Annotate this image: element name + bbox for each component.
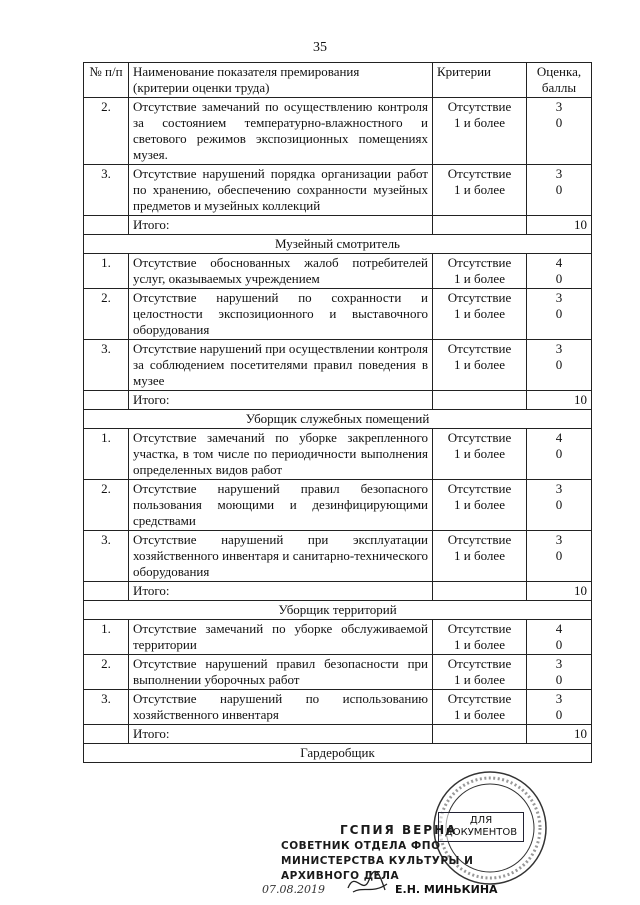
criteria-absence: Отсутствие bbox=[447, 656, 512, 671]
table-row bbox=[84, 655, 592, 690]
criteria-absence: Отсутствие bbox=[447, 166, 512, 181]
criteria-absence: Отсутствие bbox=[447, 532, 512, 547]
table-row bbox=[84, 254, 592, 289]
section-row bbox=[84, 601, 592, 620]
row-criteria bbox=[433, 165, 527, 216]
table-header-row bbox=[84, 63, 592, 98]
score-max: 4 bbox=[555, 430, 563, 445]
section-title: Музейный смотритель bbox=[84, 235, 592, 254]
score-max: 3 bbox=[555, 341, 563, 356]
row-criteria bbox=[433, 620, 527, 655]
row-score bbox=[527, 289, 592, 340]
score-max: 4 bbox=[555, 621, 563, 636]
row-criteria bbox=[433, 690, 527, 725]
table-body bbox=[84, 98, 592, 763]
row-score bbox=[527, 254, 592, 289]
page-number: 35 bbox=[313, 40, 327, 55]
row-number: 1. bbox=[84, 620, 129, 655]
criteria-one-or-more: 1 и более bbox=[454, 548, 505, 563]
criteria-one-or-more: 1 и более bbox=[454, 446, 505, 461]
row-number: 3. bbox=[84, 165, 129, 216]
section-row bbox=[84, 410, 592, 429]
score-min: 0 bbox=[555, 548, 563, 563]
score-min: 0 bbox=[555, 637, 563, 652]
criteria-absence: Отсутствие bbox=[447, 430, 512, 445]
total-empty-cell bbox=[433, 216, 527, 235]
row-indicator: Отсутствие нарушений по сохранности и целостности экспозиционного и выставочного оборудования bbox=[129, 289, 433, 340]
row-indicator: Отсутствие нарушений правил безопасного пользования моющими и дезинфицирующими средствами bbox=[129, 480, 433, 531]
total-label: Итого: bbox=[129, 216, 433, 235]
row-indicator: Отсутствие замечаний по уборке закрепленного участка, в том числе по периодичности выполнения определенных видов работ bbox=[129, 429, 433, 480]
row-criteria bbox=[433, 480, 527, 531]
score-max: 3 bbox=[555, 656, 563, 671]
table-row bbox=[84, 98, 592, 165]
section-title: Гардеробщик bbox=[84, 744, 592, 763]
score-min: 0 bbox=[555, 446, 563, 461]
criteria-absence: Отсутствие bbox=[447, 290, 512, 305]
row-indicator: Отсутствие нарушений правил безопасности при выполнении уборочных работ bbox=[129, 655, 433, 690]
row-score bbox=[527, 165, 592, 216]
certification-title: ГСПИЯ ВЕРНА bbox=[340, 823, 458, 837]
section-title: Уборщик служебных помещений bbox=[84, 410, 592, 429]
score-max: 3 bbox=[555, 99, 563, 114]
score-min: 0 bbox=[555, 707, 563, 722]
total-row bbox=[84, 391, 592, 410]
score-min: 0 bbox=[555, 115, 563, 130]
row-number: 1. bbox=[84, 254, 129, 289]
row-indicator: Отсутствие обоснованных жалоб потребителей услуг, оказываемых учреждением bbox=[129, 254, 433, 289]
row-score bbox=[527, 98, 592, 165]
row-number: 2. bbox=[84, 289, 129, 340]
row-number: 2. bbox=[84, 480, 129, 531]
stamp-box: ДЛЯ ДОКУМЕНТОВ bbox=[438, 812, 524, 842]
signatory-name: Е.Н. МИНЬКИНА bbox=[395, 883, 498, 896]
certification-line3: АРХИВНОГО ДЕЛА bbox=[281, 870, 400, 882]
total-label: Итого: bbox=[129, 582, 433, 601]
criteria-absence: Отсутствие bbox=[447, 99, 512, 114]
table-row bbox=[84, 531, 592, 582]
total-empty-cell bbox=[433, 582, 527, 601]
criteria-absence: Отсутствие bbox=[447, 341, 512, 356]
criteria-one-or-more: 1 и более bbox=[454, 672, 505, 687]
total-value: 10 bbox=[527, 216, 592, 235]
row-criteria bbox=[433, 289, 527, 340]
criteria-one-or-more: 1 и более bbox=[454, 182, 505, 197]
row-number: 2. bbox=[84, 655, 129, 690]
row-score bbox=[527, 655, 592, 690]
row-criteria bbox=[433, 254, 527, 289]
score-min: 0 bbox=[555, 497, 563, 512]
score-max: 3 bbox=[555, 166, 563, 181]
row-criteria bbox=[433, 429, 527, 480]
row-number: 3. bbox=[84, 340, 129, 391]
row-criteria bbox=[433, 340, 527, 391]
criteria-table bbox=[83, 62, 592, 763]
row-number: 2. bbox=[84, 98, 129, 165]
total-value: 10 bbox=[527, 391, 592, 410]
row-number: 3. bbox=[84, 690, 129, 725]
total-empty-cell bbox=[84, 391, 129, 410]
signature-icon bbox=[345, 868, 390, 898]
score-max: 3 bbox=[555, 290, 563, 305]
criteria-one-or-more: 1 и более bbox=[454, 306, 505, 321]
row-score bbox=[527, 531, 592, 582]
header-name-line1: Наименование показателя премирования bbox=[133, 64, 360, 79]
criteria-one-or-more: 1 и более bbox=[454, 497, 505, 512]
score-min: 0 bbox=[555, 672, 563, 687]
header-score: Оценка, баллы bbox=[527, 63, 592, 98]
row-indicator: Отсутствие замечаний по осуществлению контроля за состоянием температурно-влажностного и светового режимов экспозиционных помещениях музея. bbox=[129, 98, 433, 165]
criteria-one-or-more: 1 и более bbox=[454, 271, 505, 286]
row-score bbox=[527, 429, 592, 480]
total-value: 10 bbox=[527, 725, 592, 744]
total-row bbox=[84, 216, 592, 235]
row-criteria bbox=[433, 98, 527, 165]
total-empty-cell bbox=[84, 216, 129, 235]
score-max: 3 bbox=[555, 691, 563, 706]
total-empty-cell bbox=[433, 391, 527, 410]
table-row bbox=[84, 289, 592, 340]
table-row bbox=[84, 480, 592, 531]
certification-line1: СОВЕТНИК ОТДЕЛА ФПО bbox=[281, 840, 441, 852]
row-score bbox=[527, 690, 592, 725]
score-max: 3 bbox=[555, 481, 563, 496]
row-number: 1. bbox=[84, 429, 129, 480]
row-score bbox=[527, 620, 592, 655]
score-max: 4 bbox=[555, 255, 563, 270]
total-label: Итого: bbox=[129, 725, 433, 744]
score-min: 0 bbox=[555, 182, 563, 197]
certification-line2: МИНИСТЕРСТВА КУЛЬТУРЫ И bbox=[281, 855, 474, 867]
total-row bbox=[84, 582, 592, 601]
row-indicator: Отсутствие нарушений по использованию хозяйственного инвентаря bbox=[129, 690, 433, 725]
header-name bbox=[129, 63, 433, 98]
table-row bbox=[84, 620, 592, 655]
row-indicator: Отсутствие нарушений при осуществлении контроля за соблюдением посетителями правил поведения в музее bbox=[129, 340, 433, 391]
section-title: Уборщик территорий bbox=[84, 601, 592, 620]
signature-date: 07.08.2019 bbox=[262, 883, 325, 896]
criteria-absence: Отсутствие bbox=[447, 255, 512, 270]
criteria-one-or-more: 1 и более bbox=[454, 357, 505, 372]
row-indicator: Отсутствие нарушений при эксплуатации хозяйственного инвентаря и санитарно-технического оборудования bbox=[129, 531, 433, 582]
header-name-line2: (критерии оценки труда) bbox=[133, 80, 270, 95]
header-num: № п/п bbox=[84, 63, 129, 98]
total-empty-cell bbox=[84, 725, 129, 744]
row-number: 3. bbox=[84, 531, 129, 582]
table-row bbox=[84, 429, 592, 480]
score-max: 3 bbox=[555, 532, 563, 547]
total-empty-cell bbox=[84, 582, 129, 601]
criteria-absence: Отсутствие bbox=[447, 621, 512, 636]
table-row bbox=[84, 340, 592, 391]
criteria-one-or-more: 1 и более bbox=[454, 115, 505, 130]
section-row bbox=[84, 235, 592, 254]
total-label: Итого: bbox=[129, 391, 433, 410]
row-score bbox=[527, 480, 592, 531]
row-score bbox=[527, 340, 592, 391]
score-min: 0 bbox=[555, 306, 563, 321]
criteria-one-or-more: 1 и более bbox=[454, 707, 505, 722]
total-value: 10 bbox=[527, 582, 592, 601]
table-row bbox=[84, 690, 592, 725]
criteria-absence: Отсутствие bbox=[447, 481, 512, 496]
header-criteria: Критерии bbox=[433, 63, 527, 98]
section-row bbox=[84, 744, 592, 763]
row-indicator: Отсутствие замечаний по уборке обслуживаемой территории bbox=[129, 620, 433, 655]
table-row bbox=[84, 165, 592, 216]
criteria-one-or-more: 1 и более bbox=[454, 637, 505, 652]
total-empty-cell bbox=[433, 725, 527, 744]
score-min: 0 bbox=[555, 271, 563, 286]
row-criteria bbox=[433, 655, 527, 690]
row-indicator: Отсутствие нарушений порядка организации работ по хранению, обеспечению сохранности музейных предметов и музейных коллекций bbox=[129, 165, 433, 216]
criteria-absence: Отсутствие bbox=[447, 691, 512, 706]
row-criteria bbox=[433, 531, 527, 582]
total-row bbox=[84, 725, 592, 744]
score-min: 0 bbox=[555, 357, 563, 372]
